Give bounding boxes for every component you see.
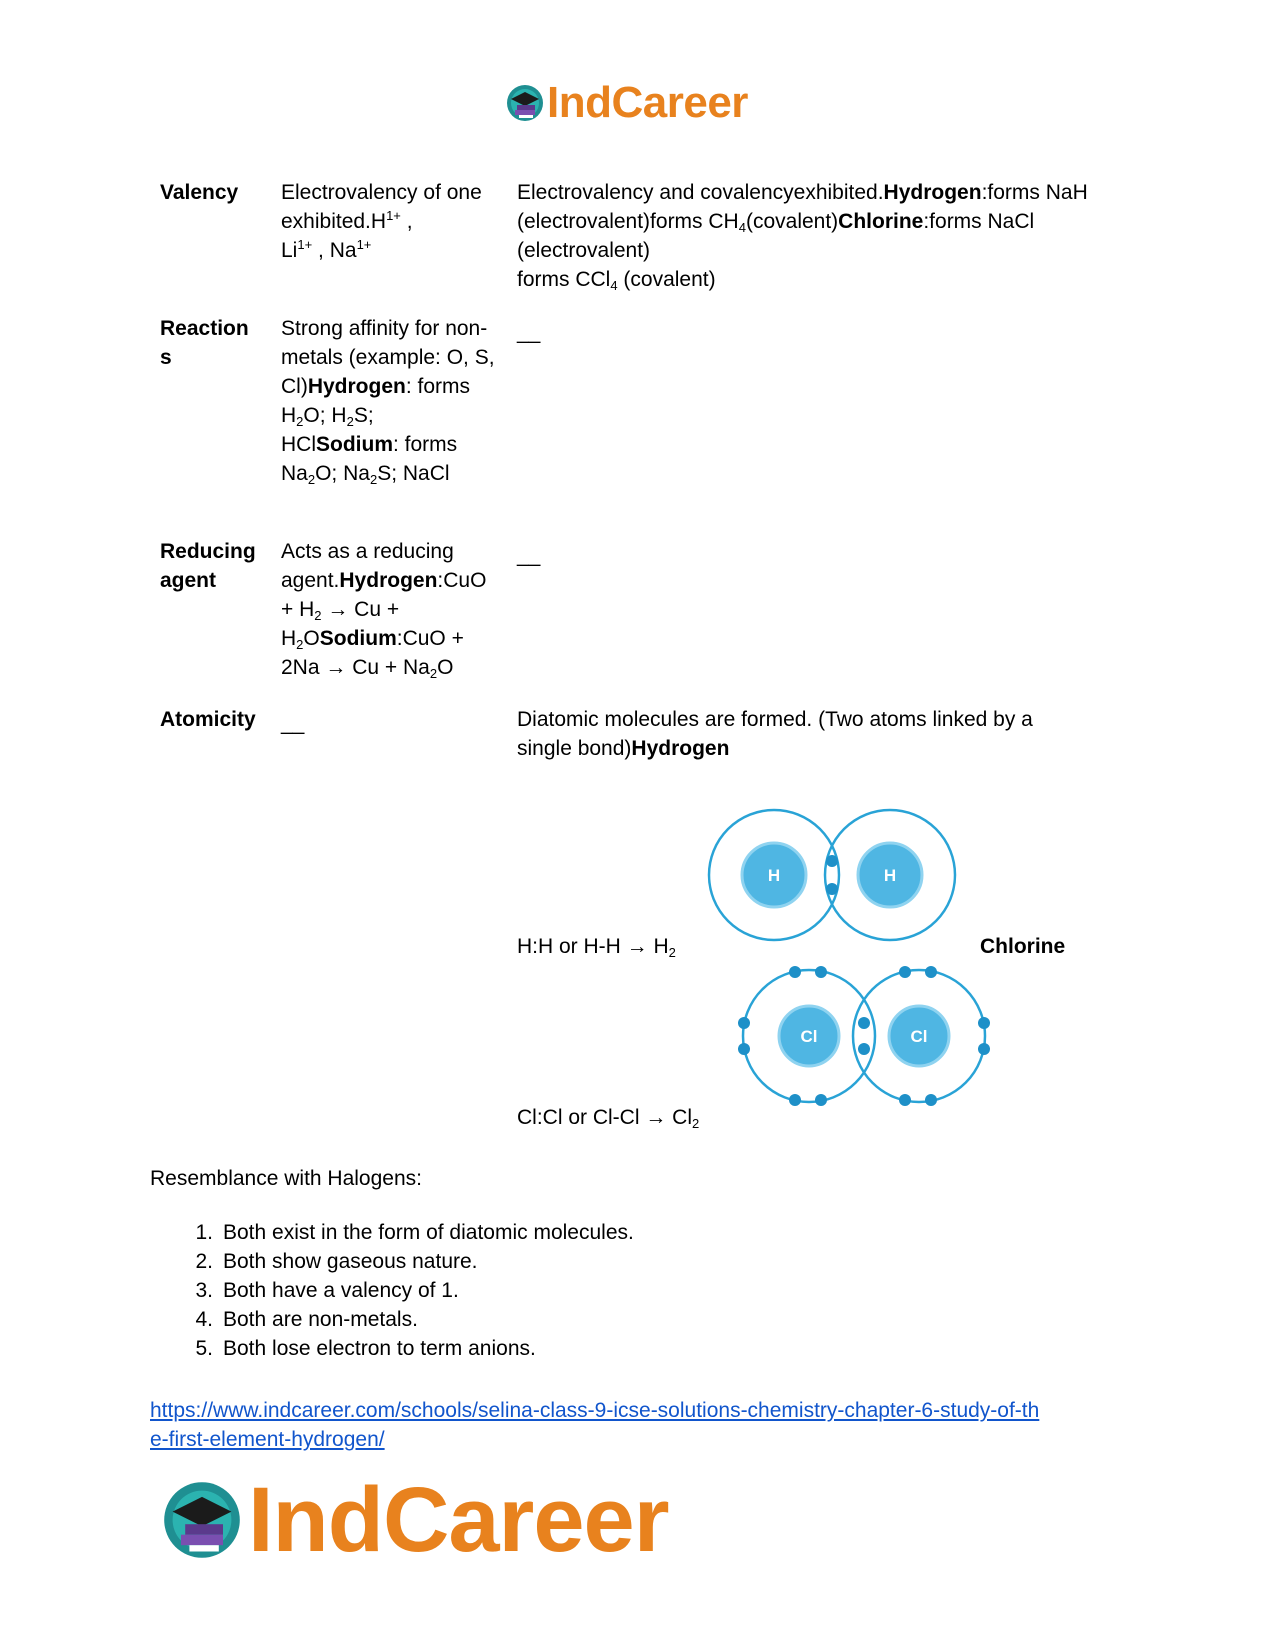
logo-mortarboard-icon: [505, 83, 545, 123]
valency-col3: Electrovalency and covalencyexhibited.Hydrogen:forms NaH (electrovalent)forms $CH_4(covalent)Chlorine:forms$ NaCl (electrovalent) forms CCl$_4$ (covalent): [517, 181, 1088, 293]
cl-atom-label-right: Cl: [910, 1027, 928, 1046]
h-atom-label-left: H: [767, 866, 781, 885]
cl-atom-label-left: Cl: [800, 1027, 818, 1046]
reducing-label: Reducing agent: [160, 540, 256, 592]
atomicity-col2: __: [281, 712, 305, 735]
chlorine-molecule-diagram: [733, 960, 993, 1110]
atomicity-intro: Diatomic molecules are formed. (Two atoms linked by a single bond)Hydrogen: [517, 708, 1033, 760]
atomicity-label: Atomicity: [160, 708, 256, 731]
resemblance-list: [185, 1218, 634, 1363]
list-item: 1. Both exist in the form of diatomic molecules.: [195, 1221, 634, 1244]
h-atom-label-right: H: [883, 866, 897, 885]
reactions-col3: __: [517, 321, 541, 344]
list-item: 3. Both have a valency of 1.: [195, 1279, 459, 1302]
chlorine-heading: Chlorine: [980, 935, 1066, 958]
footer-logo: [160, 1470, 669, 1570]
hydrogen-equation: H:H or $H-H \to H_2$: [517, 935, 676, 960]
hydrogen-molecule-diagram: [700, 800, 965, 950]
reducing-col2: Acts as a reducing agent.Hydrogen:CuO + $H_2 \to Cu$ + $H_2OSodium:CuO + 2Na \to Cu + Na_2O$: [281, 540, 487, 681]
logo-text: IndCareer: [248, 1469, 669, 1571]
source-link-line2[interactable]: e-first-element-hydrogen/: [150, 1428, 385, 1451]
header-logo: [505, 78, 748, 128]
reducing-col3: __: [517, 544, 541, 567]
logo-mortarboard-icon: [160, 1478, 244, 1562]
logo-text: IndCareer: [547, 78, 748, 127]
list-item: 4. Both are non-metals.: [195, 1308, 418, 1331]
list-item: 2. Both show gaseous nature.: [195, 1250, 478, 1273]
reactions-col2: Strong affinity for non-metals (example: O, S, Cl)Hydrogen: forms $H_2O$; $H_2S$; HClSodium: forms $Na_2O$; $Na_2S$; NaCl: [281, 317, 495, 487]
list-item: 5. Both lose electron to term anions.: [195, 1337, 536, 1360]
source-link-line1[interactable]: https://www.indcareer.com/schools/selina-class-9-icse-solutions-chemistry-chapter-6-study-of-th: [150, 1399, 1040, 1422]
source-link-block: [150, 1396, 1150, 1454]
chlorine-equation: Cl:Cl or $Cl-Cl \to Cl_2$: [517, 1106, 700, 1131]
resemblance-heading: Resemblance with Halogens:: [150, 1167, 422, 1190]
valency-col2: Electrovalency of one $exhibited.H^{1+}$ , $Li^{1+}$ , $Na^{1+}$: [281, 181, 482, 262]
valency-label: Valency: [160, 181, 239, 204]
reactions-label: Reactions: [160, 317, 249, 369]
